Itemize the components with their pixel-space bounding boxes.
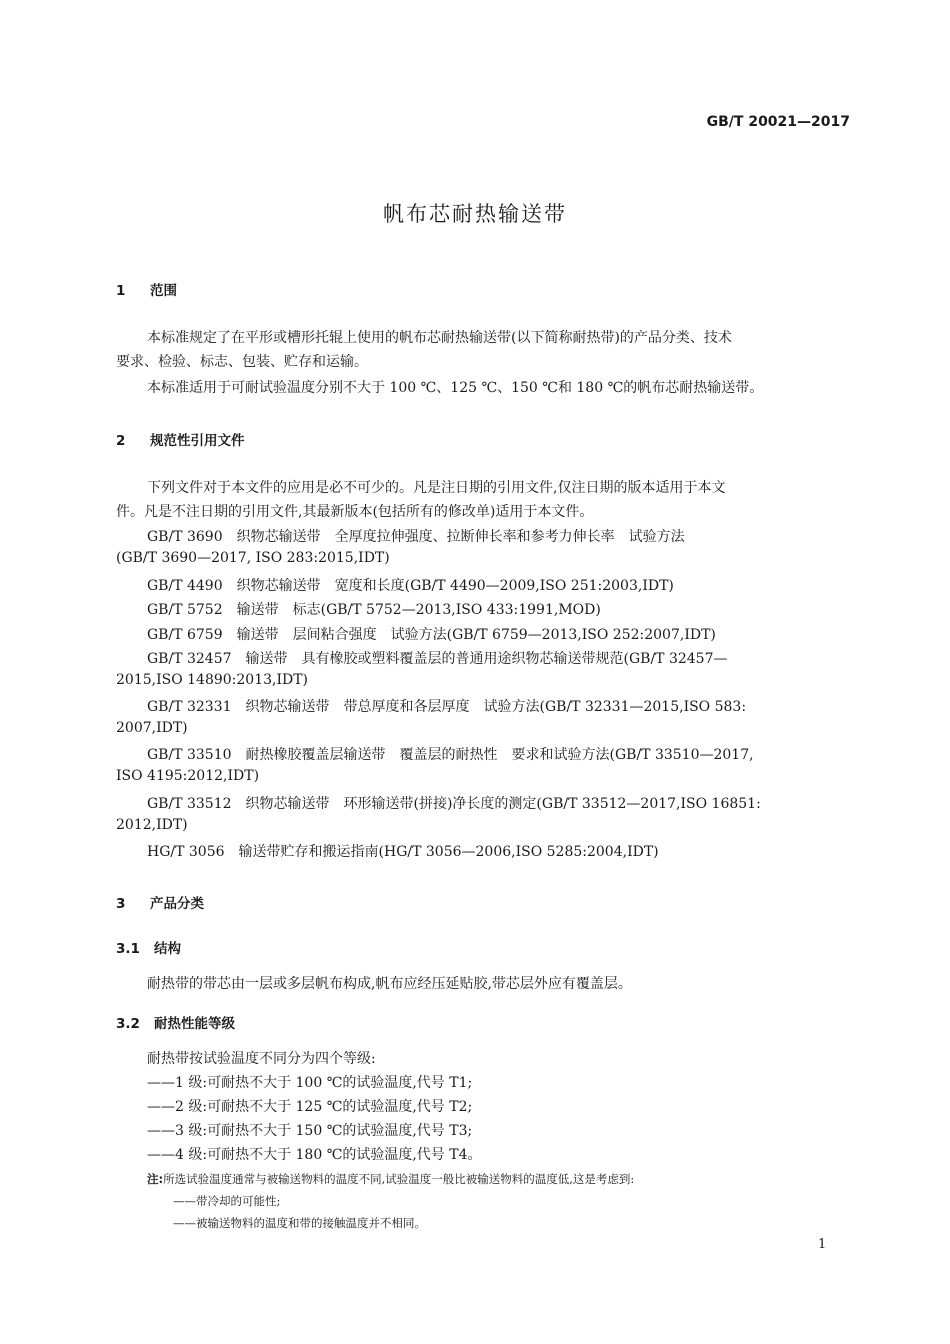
section-2-heading [116,429,245,449]
section-number: 3.1 [116,941,140,957]
paragraph-line: 件。凡是不注日期的引用文件,其最新版本(包括所有的修改单)适用于本文件。 [116,504,594,520]
section-1-heading [116,279,177,299]
paragraph-line: 下列文件对于本文件的应用是必不可少的。凡是注日期的引用文件,仅注日期的版本适用于本文 [147,480,726,496]
section-3-heading [116,892,204,912]
document-title: 帆布芯耐热输送带 [383,202,567,226]
paragraph-line: 本标准适用于可耐试验温度分别不大于 100 ℃、125 ℃、150 ℃和 180 ℃的帆布芯耐热输送带。 [147,380,764,396]
reference-item: GB/T 33512 织物芯输送带 环形输送带(拼接)净长度的测定(GB/T 33512—2017,ISO 16851: [147,796,761,812]
reference-item: HG/T 3056 输送带贮存和搬运指南(HG/T 3056—2006,ISO 5285:2004,IDT) [147,844,659,860]
section-3-2-heading [116,1012,235,1032]
section-number: 3.2 [116,1016,140,1032]
paragraph-line: 耐热带按试验温度不同分为四个等级: [147,1051,376,1067]
grade-item: ——3 级:可耐热不大于 150 ℃的试验温度,代号 T3; [147,1123,473,1139]
section-number: 3 [116,896,126,912]
note [147,1171,634,1187]
section-3-1-heading [116,937,181,957]
grade-item: ——1 级:可耐热不大于 100 ℃的试验温度,代号 T1; [147,1075,473,1091]
grade-item: ——4 级:可耐热不大于 180 ℃的试验温度,代号 T4。 [147,1147,482,1163]
reference-item: GB/T 3690 织物芯输送带 全厚度拉伸强度、拉断伸长率和参考力伸长率 试验方法 [147,529,685,545]
section-number: 1 [116,283,126,299]
note-label: 注: [147,1172,164,1186]
note-item: ——被输送物料的温度和带的接触温度并不相同。 [173,1216,426,1230]
reference-item: GB/T 4490 织物芯输送带 宽度和长度(GB/T 4490—2009,ISO 251:2003,IDT) [147,578,674,594]
reference-item: GB/T 6759 输送带 层间粘合强度 试验方法(GB/T 6759—2013,ISO 252:2007,IDT) [147,627,716,643]
reference-item: (GB/T 3690—2017, ISO 283:2015,IDT) [116,550,390,566]
note-text: 所选试验温度通常与被输送物料的温度不同,试验温度一般比被输送物料的温度低,这是考虑到: [163,1172,635,1186]
reference-item: GB/T 5752 输送带 标志(GB/T 5752—2013,ISO 433:1991,MOD) [147,602,601,618]
reference-item: 2007,IDT) [116,720,188,736]
section-title: 产品分类 [150,896,204,912]
section-title: 规范性引用文件 [150,433,245,449]
paragraph-line: 本标准规定了在平形或槽形托辊上使用的帆布芯耐热输送带(以下简称耐热带)的产品分类、技术 [147,330,732,346]
reference-item: GB/T 32331 织物芯输送带 带总厚度和各层厚度 试验方法(GB/T 32331—2015,ISO 583: [147,699,747,715]
section-title: 结构 [154,941,181,957]
reference-item: ISO 4195:2012,IDT) [116,768,260,784]
note-item: ——带冷却的可能性; [173,1194,281,1208]
standard-number: GB/T 20021—2017 [706,114,850,130]
reference-item: GB/T 32457 输送带 具有橡胶或塑料覆盖层的普通用途织物芯输送带规范(GB/T 32457— [147,651,728,667]
page-number: 1 [818,1237,827,1252]
section-title: 耐热性能等级 [154,1016,235,1032]
grade-item: ——2 级:可耐热不大于 125 ℃的试验温度,代号 T2; [147,1099,473,1115]
reference-item: GB/T 33510 耐热橡胶覆盖层输送带 覆盖层的耐热性 要求和试验方法(GB/T 33510—2017, [147,747,754,763]
paragraph-line: 要求、检验、标志、包装、贮存和运输。 [116,354,368,370]
reference-item: 2015,ISO 14890:2013,IDT) [116,672,309,688]
section-title: 范围 [150,283,177,299]
section-number: 2 [116,433,126,449]
reference-item: 2012,IDT) [116,817,188,833]
paragraph-line: 耐热带的带芯由一层或多层帆布构成,帆布应经压延贴胶,带芯层外应有覆盖层。 [147,976,632,992]
